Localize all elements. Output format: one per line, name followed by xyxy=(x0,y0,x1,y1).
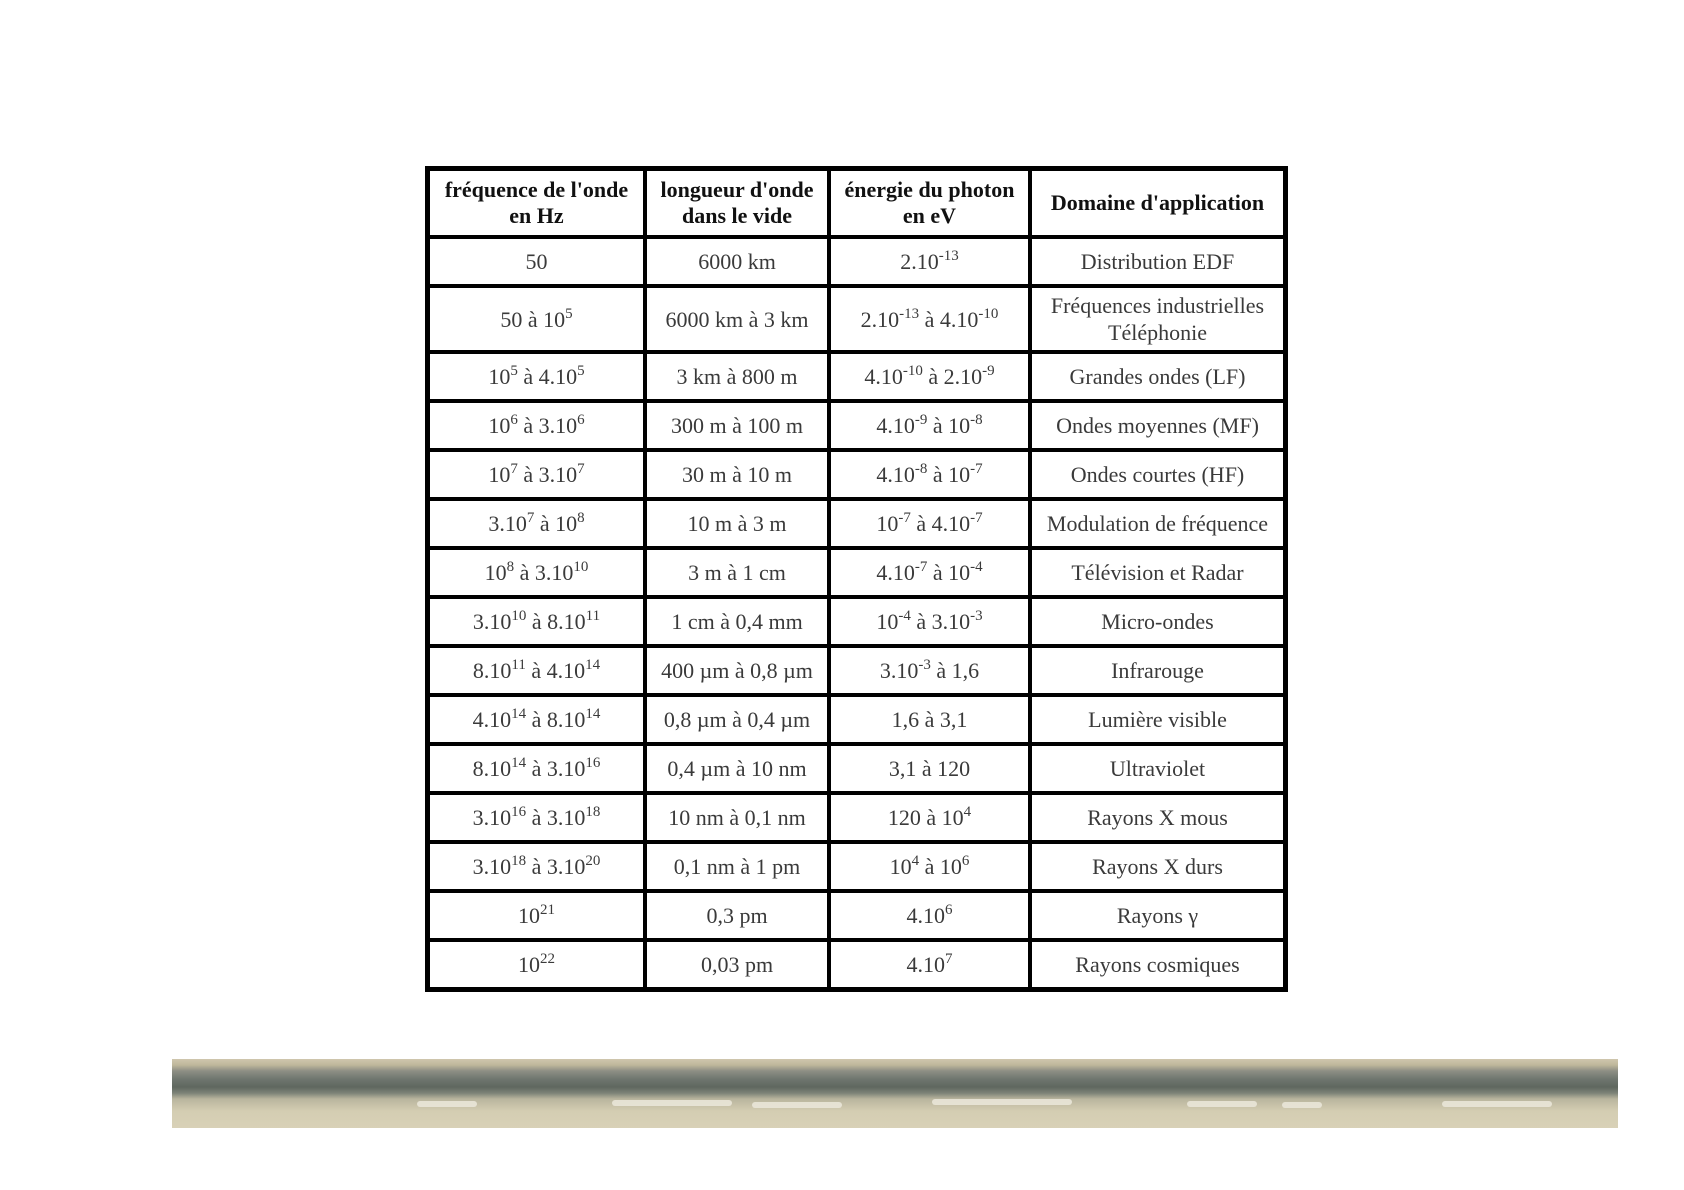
table-row xyxy=(430,697,1283,742)
exponent: 10 xyxy=(511,607,527,624)
energy-cell xyxy=(831,795,1028,840)
wavelength-cell xyxy=(647,550,827,595)
frequency-cell xyxy=(430,550,643,595)
cell-text: à 3.10 xyxy=(517,412,578,438)
cell-text: 4.10 xyxy=(876,461,915,487)
cell-text: 3 m à 1 cm xyxy=(688,559,786,585)
cell-text: à 10 xyxy=(927,412,971,438)
exponent: 4 xyxy=(911,852,920,869)
exponent: 14 xyxy=(585,705,601,722)
header-application-domain: Domaine d'application xyxy=(1032,171,1283,235)
cell-text: 10 xyxy=(876,510,899,536)
exponent: 6 xyxy=(510,411,518,428)
cell-text: 10 xyxy=(488,363,511,389)
cell-text: 10 xyxy=(484,559,507,585)
exponent: -13 xyxy=(938,247,959,264)
header-wavelength: longueur d'onde dans le vide xyxy=(647,171,827,235)
domain-text: Rayons X durs xyxy=(1092,853,1223,879)
cell-text: 2.10 xyxy=(860,306,900,332)
frequency-cell xyxy=(430,746,643,791)
domain-text: Distribution EDF xyxy=(1080,248,1235,274)
cell-text: à 3.10 xyxy=(517,461,578,487)
exponent: 16 xyxy=(585,754,601,771)
cell-text: à 10 xyxy=(919,853,962,879)
table-row xyxy=(430,550,1283,595)
table-row xyxy=(430,354,1283,399)
domain-cell xyxy=(1032,648,1283,693)
wavelength-cell xyxy=(647,501,827,546)
cell-text: à 10 xyxy=(927,461,971,487)
exponent: -8 xyxy=(970,411,983,428)
wavelength-cell xyxy=(647,697,827,742)
frequency-cell xyxy=(430,697,643,742)
exponent: 8 xyxy=(577,509,585,526)
exponent: 5 xyxy=(577,362,585,379)
cell-text: à 1,6 xyxy=(930,657,980,683)
exponent: 20 xyxy=(585,852,601,869)
cell-text: à 8.10 xyxy=(526,706,586,732)
landscape-photo-strip xyxy=(172,1059,1618,1128)
cell-text: 50 xyxy=(525,248,548,274)
cell-text: 10 xyxy=(889,853,912,879)
cell-text: 2.10 xyxy=(900,248,939,274)
exponent: -9 xyxy=(982,362,995,379)
domain-cell xyxy=(1032,893,1283,938)
cell-text: à 10 xyxy=(534,510,578,536)
cell-text: 0,4 µm à 10 nm xyxy=(667,755,807,781)
exponent: -4 xyxy=(970,558,983,575)
exponent: 14 xyxy=(511,705,527,722)
cell-text: 10 nm à 0,1 nm xyxy=(668,804,806,830)
cell-text: 50 à 10 xyxy=(500,306,566,332)
domain-text: Téléphonie xyxy=(1108,320,1207,345)
cell-text: à 3.10 xyxy=(526,804,586,830)
exponent: 6 xyxy=(961,852,970,869)
exponent: 16 xyxy=(511,803,527,820)
cell-text: 10 m à 3 m xyxy=(687,510,787,536)
energy-cell xyxy=(831,697,1028,742)
domain-cell xyxy=(1032,599,1283,644)
cell-text: 0,8 µm à 0,4 µm xyxy=(663,706,811,732)
energy-cell xyxy=(831,648,1028,693)
frequency-cell xyxy=(430,844,643,889)
table-header-row xyxy=(430,171,1283,235)
cell-text: 6000 km à 3 km xyxy=(665,306,809,332)
domain-cell xyxy=(1032,403,1283,448)
cell-text: 10 xyxy=(876,608,899,634)
cell-text: 3.10 xyxy=(472,608,512,634)
domain-text: Micro-ondes xyxy=(1101,608,1214,634)
frequency-cell xyxy=(430,403,643,448)
wavelength-cell xyxy=(647,239,827,284)
table-row xyxy=(430,239,1283,284)
frequency-cell xyxy=(430,795,643,840)
wavelength-cell xyxy=(647,893,827,938)
cell-text: 4.10 xyxy=(876,559,915,585)
domain-text: Fréquences industrielles xyxy=(1050,293,1265,318)
frequency-cell xyxy=(430,599,643,644)
domain-cell xyxy=(1032,697,1283,742)
cell-text: à 3.10 xyxy=(514,559,574,585)
domain-cell xyxy=(1032,942,1283,987)
frequency-cell xyxy=(430,354,643,399)
domain-cell xyxy=(1032,501,1283,546)
domain-cell xyxy=(1032,452,1283,497)
exponent: -8 xyxy=(914,460,928,477)
table-body xyxy=(430,239,1283,987)
frequency-cell xyxy=(430,288,643,350)
energy-cell xyxy=(831,452,1028,497)
domain-cell xyxy=(1032,354,1283,399)
exponent: 4 xyxy=(963,803,972,820)
energy-cell xyxy=(831,239,1028,284)
domain-cell xyxy=(1032,844,1283,889)
cell-text: à 3.10 xyxy=(526,853,586,879)
cell-text: 400 µm à 0,8 µm xyxy=(661,657,813,683)
cell-text: 0,03 pm xyxy=(700,951,774,977)
cell-text: 10 xyxy=(488,412,511,438)
cell-text: à 3.10 xyxy=(910,608,971,634)
cell-text: 3.10 xyxy=(879,657,919,683)
domain-text: Rayons γ xyxy=(1116,902,1199,928)
cell-text: à 10 xyxy=(927,559,971,585)
table-row xyxy=(430,288,1283,350)
frequency-cell xyxy=(430,501,643,546)
wavelength-cell xyxy=(647,288,827,350)
exponent: 18 xyxy=(585,803,601,820)
domain-text: Lumière visible xyxy=(1088,706,1227,732)
energy-cell xyxy=(831,501,1028,546)
cell-text: 120 à 10 xyxy=(887,804,964,830)
table-row xyxy=(430,746,1283,791)
energy-cell xyxy=(831,844,1028,889)
table-row xyxy=(430,844,1283,889)
cell-text: 8.10 xyxy=(472,755,512,781)
cell-text: 4.10 xyxy=(906,951,945,977)
exponent: -7 xyxy=(914,558,928,575)
cell-text: 10 xyxy=(518,951,540,977)
exponent: 11 xyxy=(585,607,601,624)
domain-cell xyxy=(1032,746,1283,791)
table-row xyxy=(430,648,1283,693)
exponent: -7 xyxy=(970,509,983,526)
domain-text: Télévision et Radar xyxy=(1071,559,1244,585)
exponent: 14 xyxy=(585,656,601,673)
exponent: 5 xyxy=(565,305,573,322)
cell-text: 3.10 xyxy=(472,804,512,830)
exponent: 14 xyxy=(511,754,527,771)
wavelength-cell xyxy=(647,403,827,448)
cell-text: 1,6 à 3,1 xyxy=(891,706,968,732)
domain-text: Ondes courtes (HF) xyxy=(1070,461,1245,487)
domain-text: Grandes ondes (LF) xyxy=(1069,363,1246,389)
table-row xyxy=(430,599,1283,644)
exponent: -10 xyxy=(978,305,999,322)
electromagnetic-spectrum-table xyxy=(425,166,1288,992)
domain-cell xyxy=(1032,239,1283,284)
energy-cell xyxy=(831,550,1028,595)
cell-text: 4.10 xyxy=(864,363,903,389)
energy-cell xyxy=(831,893,1028,938)
wavelength-cell xyxy=(647,844,827,889)
table-row xyxy=(430,452,1283,497)
exponent: -7 xyxy=(970,460,983,477)
table-row xyxy=(430,795,1283,840)
exponent: 6 xyxy=(945,901,953,918)
domain-text: Ondes moyennes (MF) xyxy=(1056,412,1259,438)
exponent: -3 xyxy=(918,656,931,673)
domain-text: Modulation de fréquence xyxy=(1046,510,1269,536)
cell-text: 6000 km xyxy=(698,248,776,274)
wavelength-cell xyxy=(647,452,827,497)
energy-cell xyxy=(831,403,1028,448)
domain-text: Rayons cosmiques xyxy=(1075,951,1240,977)
cell-text: à 3.10 xyxy=(526,755,586,781)
domain-cell xyxy=(1032,795,1283,840)
domain-text: Infrarouge xyxy=(1111,657,1204,683)
cell-text: à 4.10 xyxy=(525,657,586,683)
wavelength-cell xyxy=(647,648,827,693)
exponent: -4 xyxy=(898,607,911,624)
wavelength-cell xyxy=(647,942,827,987)
cell-text: 1 cm à 0,4 mm xyxy=(671,608,803,634)
cell-text: à 4.10 xyxy=(919,306,979,332)
table-row xyxy=(430,501,1283,546)
exponent: 7 xyxy=(526,509,535,526)
exponent: -13 xyxy=(899,305,920,322)
exponent: 22 xyxy=(540,950,555,967)
energy-cell xyxy=(831,288,1028,350)
exponent: 8 xyxy=(506,558,515,575)
wavelength-cell xyxy=(647,795,827,840)
exponent: -3 xyxy=(970,607,983,624)
energy-cell xyxy=(831,599,1028,644)
domain-text: Rayons X mous xyxy=(1087,804,1228,830)
frequency-cell xyxy=(430,452,643,497)
cell-text: 300 m à 100 m xyxy=(671,412,803,438)
exponent: 18 xyxy=(511,852,527,869)
exponent: 7 xyxy=(510,460,518,477)
cell-text: à 8.10 xyxy=(526,608,586,634)
energy-cell xyxy=(831,746,1028,791)
header-photon-energy: énergie du photon en eV xyxy=(831,171,1028,235)
domain-text: Ultraviolet xyxy=(1109,755,1206,781)
frequency-cell xyxy=(430,942,643,987)
cell-text: 0,3 pm xyxy=(706,902,768,928)
cell-text: 8.10 xyxy=(472,657,512,683)
cell-text: 0,1 nm à 1 pm xyxy=(673,853,801,879)
wavelength-cell xyxy=(647,746,827,791)
cell-text: 4.10 xyxy=(472,706,512,732)
cell-text: 30 m à 10 m xyxy=(682,461,792,487)
cell-text: 3.10 xyxy=(472,853,512,879)
exponent: -9 xyxy=(914,411,928,428)
cell-text: à 2.10 xyxy=(922,363,983,389)
exponent: 7 xyxy=(945,950,953,967)
cell-text: 3.10 xyxy=(488,510,527,536)
frequency-cell xyxy=(430,893,643,938)
energy-cell xyxy=(831,942,1028,987)
domain-cell xyxy=(1032,288,1283,350)
exponent: 5 xyxy=(510,362,518,379)
wavelength-cell xyxy=(647,599,827,644)
exponent: 6 xyxy=(577,411,585,428)
cell-text: 4.10 xyxy=(876,412,915,438)
exponent: 10 xyxy=(573,558,589,575)
wavelength-cell xyxy=(647,354,827,399)
frequency-cell xyxy=(430,648,643,693)
cell-text: à 4.10 xyxy=(910,510,971,536)
cell-text: 3 km à 800 m xyxy=(676,363,798,389)
energy-cell xyxy=(831,354,1028,399)
cell-text: à 4.10 xyxy=(517,363,578,389)
exponent: 7 xyxy=(577,460,585,477)
cell-text: 4.10 xyxy=(906,902,945,928)
header-frequency: fréquence de l'onde en Hz xyxy=(430,171,643,235)
exponent: -10 xyxy=(902,362,923,379)
table-row xyxy=(430,403,1283,448)
frequency-cell xyxy=(430,239,643,284)
exponent: 21 xyxy=(540,901,555,918)
exponent: -7 xyxy=(898,509,911,526)
domain-cell xyxy=(1032,550,1283,595)
table-row xyxy=(430,942,1283,987)
table-row xyxy=(430,893,1283,938)
cell-text: 10 xyxy=(518,902,540,928)
cell-text: 3,1 à 120 xyxy=(888,755,971,781)
exponent: 11 xyxy=(511,656,526,673)
cell-text: 10 xyxy=(488,461,511,487)
